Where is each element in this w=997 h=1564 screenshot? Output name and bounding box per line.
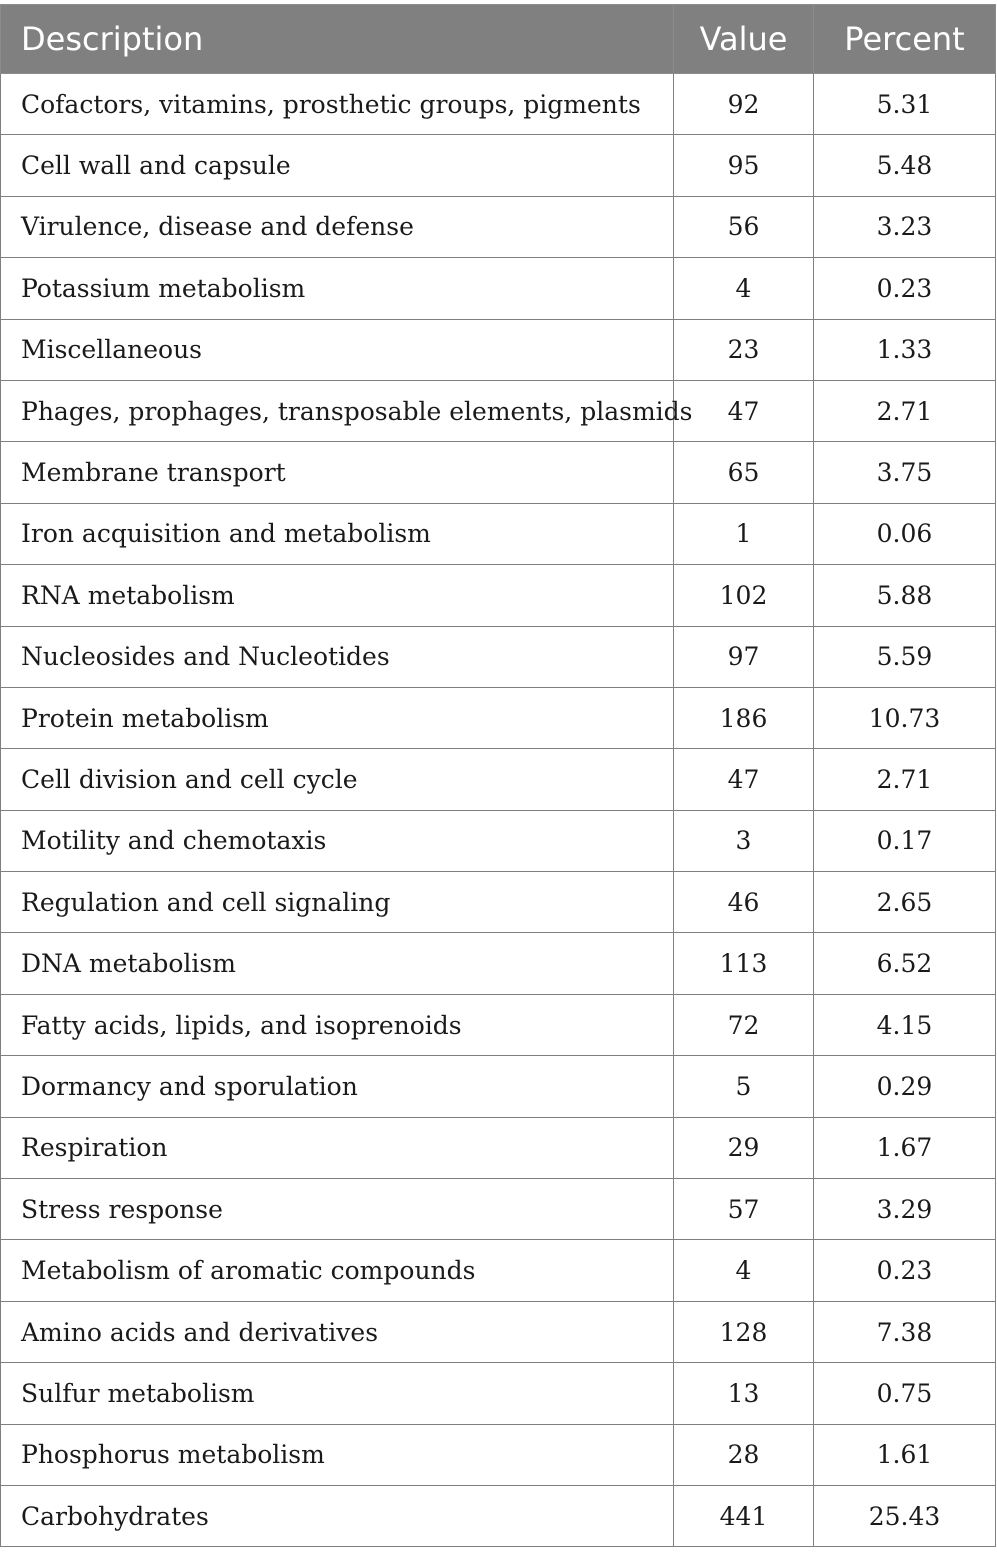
table-row bbox=[1, 258, 996, 319]
table-header bbox=[1, 5, 996, 74]
table-row bbox=[1, 1240, 996, 1301]
cell-description: Sulfur metabolism bbox=[1, 1363, 674, 1424]
cell-percent: 0.29 bbox=[814, 1056, 996, 1117]
cell-percent: 0.23 bbox=[814, 258, 996, 319]
cell-description: Amino acids and derivatives bbox=[1, 1301, 674, 1362]
cell-percent: 25.43 bbox=[814, 1485, 996, 1546]
cell-value: 57 bbox=[674, 1179, 814, 1240]
cell-description: Respiration bbox=[1, 1117, 674, 1178]
cell-percent: 0.06 bbox=[814, 503, 996, 564]
table-row bbox=[1, 810, 996, 871]
cell-percent: 6.52 bbox=[814, 933, 996, 994]
table-row bbox=[1, 1179, 996, 1240]
cell-percent: 5.48 bbox=[814, 135, 996, 196]
column-header-percent: Percent bbox=[814, 5, 996, 74]
cell-description: Nucleosides and Nucleotides bbox=[1, 626, 674, 687]
cell-value: 4 bbox=[674, 1240, 814, 1301]
cell-percent: 2.65 bbox=[814, 872, 996, 933]
cell-value: 102 bbox=[674, 565, 814, 626]
cell-percent: 0.75 bbox=[814, 1363, 996, 1424]
cell-value: 28 bbox=[674, 1424, 814, 1485]
cell-description: DNA metabolism bbox=[1, 933, 674, 994]
header-row bbox=[1, 5, 996, 74]
table-row bbox=[1, 1363, 996, 1424]
cell-description: Cell wall and capsule bbox=[1, 135, 674, 196]
table-row bbox=[1, 1117, 996, 1178]
cell-description: Potassium metabolism bbox=[1, 258, 674, 319]
cell-percent: 10.73 bbox=[814, 687, 996, 748]
cell-value: 46 bbox=[674, 872, 814, 933]
cell-value: 92 bbox=[674, 74, 814, 135]
cell-value: 47 bbox=[674, 380, 814, 441]
cell-percent: 3.29 bbox=[814, 1179, 996, 1240]
cell-description: Carbohydrates bbox=[1, 1485, 674, 1546]
table-row bbox=[1, 1485, 996, 1546]
cell-value: 4 bbox=[674, 258, 814, 319]
cell-description: Virulence, disease and defense bbox=[1, 196, 674, 257]
cell-description: Phages, prophages, transposable elements, plasmids bbox=[1, 380, 674, 441]
cell-value: 95 bbox=[674, 135, 814, 196]
cell-percent: 2.71 bbox=[814, 380, 996, 441]
cell-description: Iron acquisition and metabolism bbox=[1, 503, 674, 564]
table-row bbox=[1, 74, 996, 135]
table-row bbox=[1, 1056, 996, 1117]
cell-value: 1 bbox=[674, 503, 814, 564]
cell-percent: 3.23 bbox=[814, 196, 996, 257]
cell-value: 97 bbox=[674, 626, 814, 687]
cell-description: Motility and chemotaxis bbox=[1, 810, 674, 871]
table-row bbox=[1, 135, 996, 196]
cell-value: 113 bbox=[674, 933, 814, 994]
cell-percent: 5.88 bbox=[814, 565, 996, 626]
table-row bbox=[1, 687, 996, 748]
cell-percent: 1.33 bbox=[814, 319, 996, 380]
cell-description: Stress response bbox=[1, 1179, 674, 1240]
cell-value: 23 bbox=[674, 319, 814, 380]
subsystem-table bbox=[0, 4, 996, 1547]
table-row bbox=[1, 994, 996, 1055]
cell-percent: 2.71 bbox=[814, 749, 996, 810]
table-row bbox=[1, 442, 996, 503]
table-row bbox=[1, 319, 996, 380]
cell-value: 72 bbox=[674, 994, 814, 1055]
table-row bbox=[1, 749, 996, 810]
column-header-description: Description bbox=[1, 5, 674, 74]
cell-description: Regulation and cell signaling bbox=[1, 872, 674, 933]
cell-description: Fatty acids, lipids, and isoprenoids bbox=[1, 994, 674, 1055]
cell-value: 29 bbox=[674, 1117, 814, 1178]
cell-percent: 5.31 bbox=[814, 74, 996, 135]
table-body bbox=[1, 74, 996, 1547]
cell-value: 56 bbox=[674, 196, 814, 257]
cell-description: Protein metabolism bbox=[1, 687, 674, 748]
column-header-value: Value bbox=[674, 5, 814, 74]
cell-description: Dormancy and sporulation bbox=[1, 1056, 674, 1117]
cell-percent: 1.61 bbox=[814, 1424, 996, 1485]
table-row bbox=[1, 1301, 996, 1362]
cell-value: 441 bbox=[674, 1485, 814, 1546]
cell-value: 13 bbox=[674, 1363, 814, 1424]
table-row bbox=[1, 872, 996, 933]
cell-percent: 4.15 bbox=[814, 994, 996, 1055]
cell-percent: 0.23 bbox=[814, 1240, 996, 1301]
table-row bbox=[1, 1424, 996, 1485]
cell-value: 5 bbox=[674, 1056, 814, 1117]
cell-description: Cofactors, vitamins, prosthetic groups, pigments bbox=[1, 74, 674, 135]
cell-description: RNA metabolism bbox=[1, 565, 674, 626]
table-row bbox=[1, 196, 996, 257]
cell-description: Membrane transport bbox=[1, 442, 674, 503]
table-row bbox=[1, 933, 996, 994]
cell-percent: 7.38 bbox=[814, 1301, 996, 1362]
cell-description: Miscellaneous bbox=[1, 319, 674, 380]
table-row bbox=[1, 565, 996, 626]
cell-description: Cell division and cell cycle bbox=[1, 749, 674, 810]
cell-percent: 3.75 bbox=[814, 442, 996, 503]
cell-value: 65 bbox=[674, 442, 814, 503]
cell-percent: 1.67 bbox=[814, 1117, 996, 1178]
cell-value: 128 bbox=[674, 1301, 814, 1362]
cell-description: Phosphorus metabolism bbox=[1, 1424, 674, 1485]
table-row bbox=[1, 503, 996, 564]
subsystem-table-container bbox=[0, 4, 995, 1547]
cell-percent: 0.17 bbox=[814, 810, 996, 871]
table-row bbox=[1, 380, 996, 441]
cell-value: 186 bbox=[674, 687, 814, 748]
cell-description: Metabolism of aromatic compounds bbox=[1, 1240, 674, 1301]
cell-percent: 5.59 bbox=[814, 626, 996, 687]
table-row bbox=[1, 626, 996, 687]
cell-value: 47 bbox=[674, 749, 814, 810]
cell-value: 3 bbox=[674, 810, 814, 871]
